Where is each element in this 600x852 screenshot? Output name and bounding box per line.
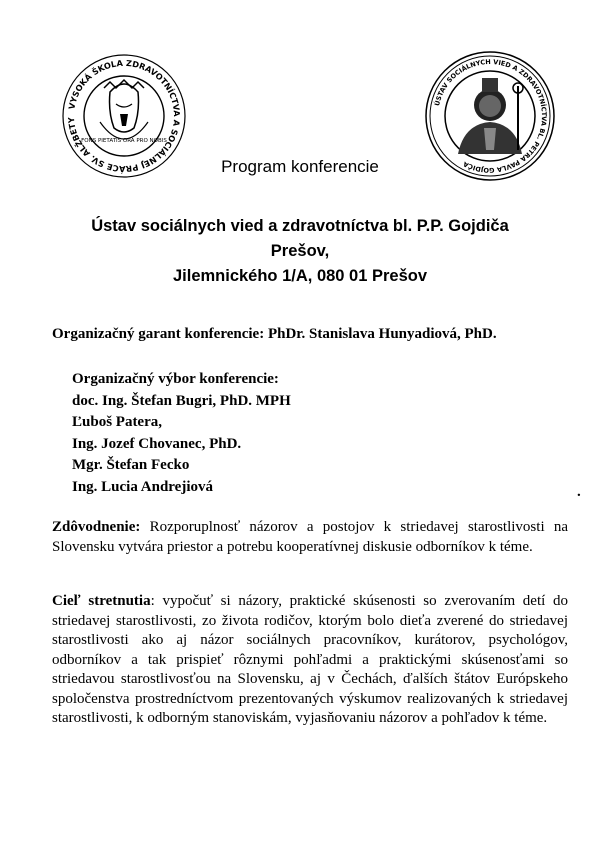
- institute-block: [0, 214, 600, 289]
- justification-paragraph: [52, 518, 568, 557]
- goal-paragraph: [52, 592, 568, 729]
- committee-heading: Organizačný výbor konferencie:: [72, 371, 279, 387]
- committee-member: Ing. Lucia Andrejiová: [72, 478, 213, 495]
- committee-member: doc. Ing. Štefan Bugri, PhD. MPH: [72, 392, 291, 409]
- right-seal-ring-text: ÚSTAV SOCIÁLNYCH VIED A ZDRAVOTNÍCTVA BL. PETRA PAVLA GOJDIČA: [433, 57, 549, 175]
- justification-label: Zdôvodnenie:: [52, 519, 141, 535]
- left-seal-motto: FONS PIETATIS ORA PRO NOBIS: [81, 138, 167, 144]
- left-seal-ring-text: VYSOKÁ ŠKOLA ZDRAVOTNÍCTVA A SOCIÁLNEJ PRÁCE SV. ALŽBETY: [65, 57, 183, 175]
- institute-name: Ústav sociálnych vied a zdravotníctva bl. P.P. Gojdiča: [91, 217, 509, 235]
- justification-text: Rozporuplnosť názorov a postojov k striedavej starostlivosti na Slovensku vytvára priestor a potrebu kooperatívnej diskusie odborníkov k téme.: [52, 519, 568, 555]
- program-title: Program konferencie: [221, 157, 379, 176]
- committee-trailing-dot: .: [577, 484, 581, 500]
- organizational-guarantor: Organizačný garant konferencie: PhDr. Stanislava Hunyadiová, PhD.: [52, 326, 497, 342]
- goal-text: : vypočuť si názory, praktické skúsenosti so zverovaním detí do striedavej starostlivosti, zo života rodičov, ktorým bolo dieťa zverené do striedavej starostlivosti ako aj názor sociálnych pracovníkov, kurátorov, psychológov, odborníkov a tak prispieť rôznymi pohľadmi a praktickými skúsenosťami so striedavou starostlivosťou na Slovensku, aj v Čechách, ďalších štátov Európskeho spoločenstva prostredníctvom prezentovaných výskumov realizovaných k striedavej starostlivosti, k odborným stanoviskám, vyjasňovaniu názorov a pohľadov k téme.: [52, 593, 568, 726]
- committee-member: Mgr. Štefan Fecko: [72, 457, 190, 473]
- committee-member: Ing. Jozef Chovanec, PhD.: [72, 435, 242, 452]
- organizing-committee: [72, 369, 291, 498]
- institute-address: Jilemnického 1/A, 080 01 Prešov: [172, 267, 428, 285]
- institute-city: Prešov,: [270, 242, 330, 260]
- committee-member: Ľuboš Patera,: [72, 414, 162, 430]
- goal-label: Cieľ stretnutia: [52, 593, 151, 609]
